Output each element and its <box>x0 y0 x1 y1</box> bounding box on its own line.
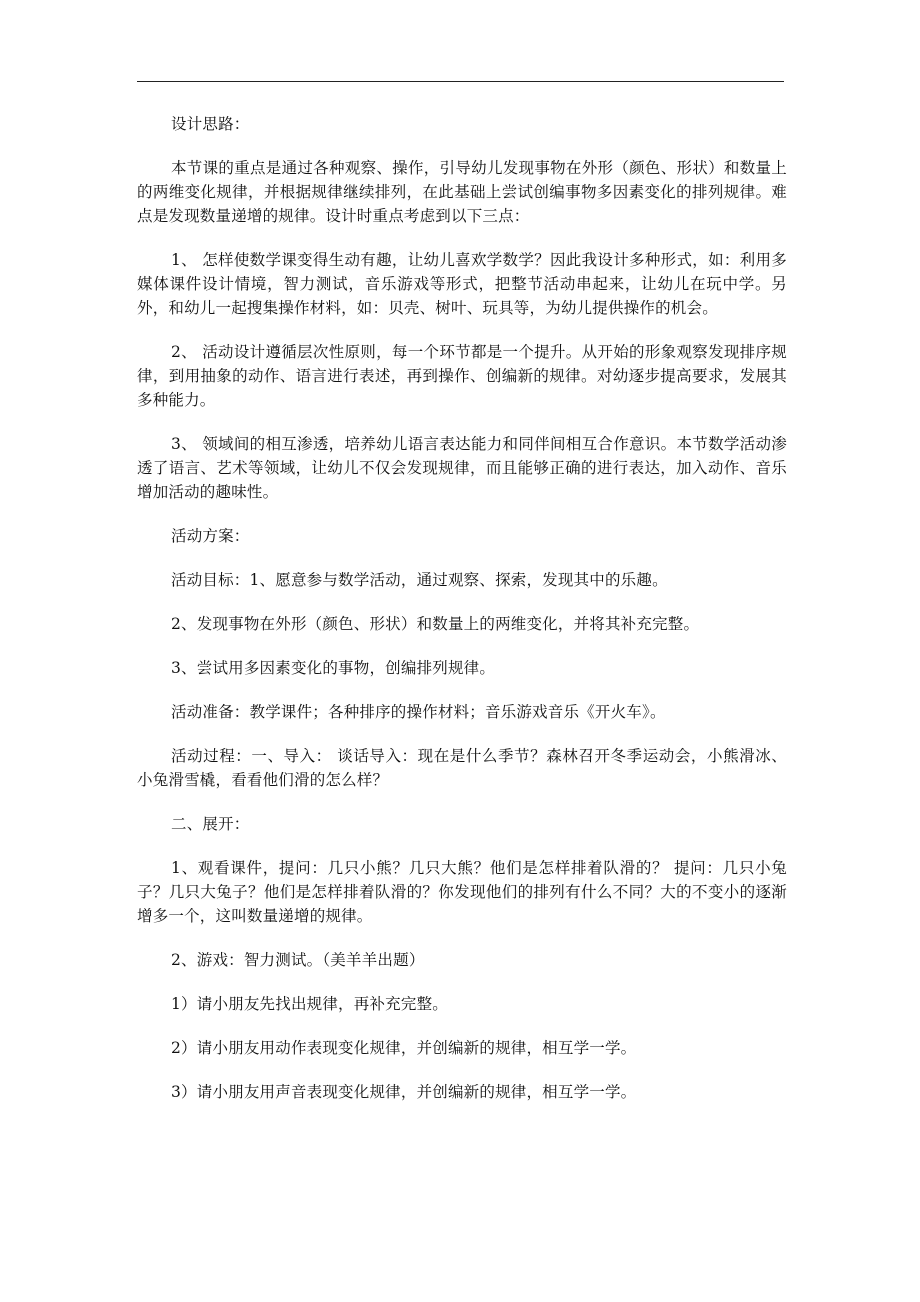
list-item-1: 1）请小朋友先找出规律，再补充完整。 <box>171 995 448 1013</box>
paragraph-point-2: 2、 活动设计遵循层次性原则，每一个环节都是一个提升。从开始的形象观察发现排序规律，到用抽象的动作、语言进行表述，再到操作、创编新的规律。对幼逐步提高要求，发展其多种能力。 <box>137 343 787 409</box>
list-item-3: 3）请小朋友用声音表现变化规律，并创编新的规律，相互学一学。 <box>171 1083 637 1101</box>
paragraph-process-intro: 活动过程：一、导入： 谈话导入：现在是什么季节？森林召开冬季运动会，小熊滑冰、小兔滑雪橇，看看他们滑的怎么样？ <box>137 747 787 789</box>
paragraph-focus-and-difficulty: 本节课的重点是通过各种观察、操作，引导幼儿发现事物在外形（颜色、形状）和数量上的两维变化规律，并根据规律继续排列，在此基础上尝试创编事物多因素变化的排列规律。难点是发现数量递增的规律。设计时重点考虑到以下三点： <box>137 159 787 225</box>
paragraph-point-1: 1、 怎样使数学课变得生动有趣，让幼儿喜欢学数学？因此我设计多种形式，如：利用多媒体课件设计情境，智力测试，音乐游戏等形式，把整节活动串起来，让幼儿在玩中学。另外，和幼儿一起搜集操作材料，如：贝壳、树叶、玩具等，为幼儿提供操作的机会。 <box>137 251 787 317</box>
document-body <box>137 112 787 1104</box>
paragraph-goal-2: 2、发现事物在外形（颜色、形状）和数量上的两维变化，并将其补充完整。 <box>171 615 700 633</box>
paragraph-goal-3: 3、尝试用多因素变化的事物，创编排列规律。 <box>171 659 496 677</box>
paragraph-step-2: 2、游戏：智力测试。（美羊羊出题） <box>171 951 425 969</box>
paragraph-preparation: 活动准备：教学课件；各种排序的操作材料；音乐游戏音乐《开火车》。 <box>171 703 666 721</box>
section-heading-expand: 二、展开： <box>171 815 250 833</box>
paragraph-point-3: 3、 领域间的相互渗透，培养幼儿语言表达能力和同伴间相互合作意识。本节数学活动渗透了语言、艺术等领域，让幼儿不仅会发现规律，而且能够正确的进行表达，加入动作、音乐增加活动的趣味性。 <box>137 435 787 501</box>
section-heading-activity-plan: 活动方案： <box>171 527 250 545</box>
list-item-2: 2）请小朋友用动作表现变化规律，并创编新的规律，相互学一学。 <box>171 1039 637 1057</box>
header-divider <box>137 81 784 82</box>
paragraph-step-1: 1、观看课件，提问：几只小熊？几只大熊？他们是怎样排着队滑的？ 提问：几只小兔子？几只大兔子？他们是怎样排着队滑的？你发现他们的排列有什么不同？大的不变小的逐渐增多一个，这叫数量递增的规律。 <box>137 859 787 925</box>
section-heading-design-ideas: 设计思路： <box>171 115 250 133</box>
paragraph-goal-1: 活动目标：1、愿意参与数学活动，通过观察、探索，发现其中的乐趣。 <box>171 571 668 589</box>
